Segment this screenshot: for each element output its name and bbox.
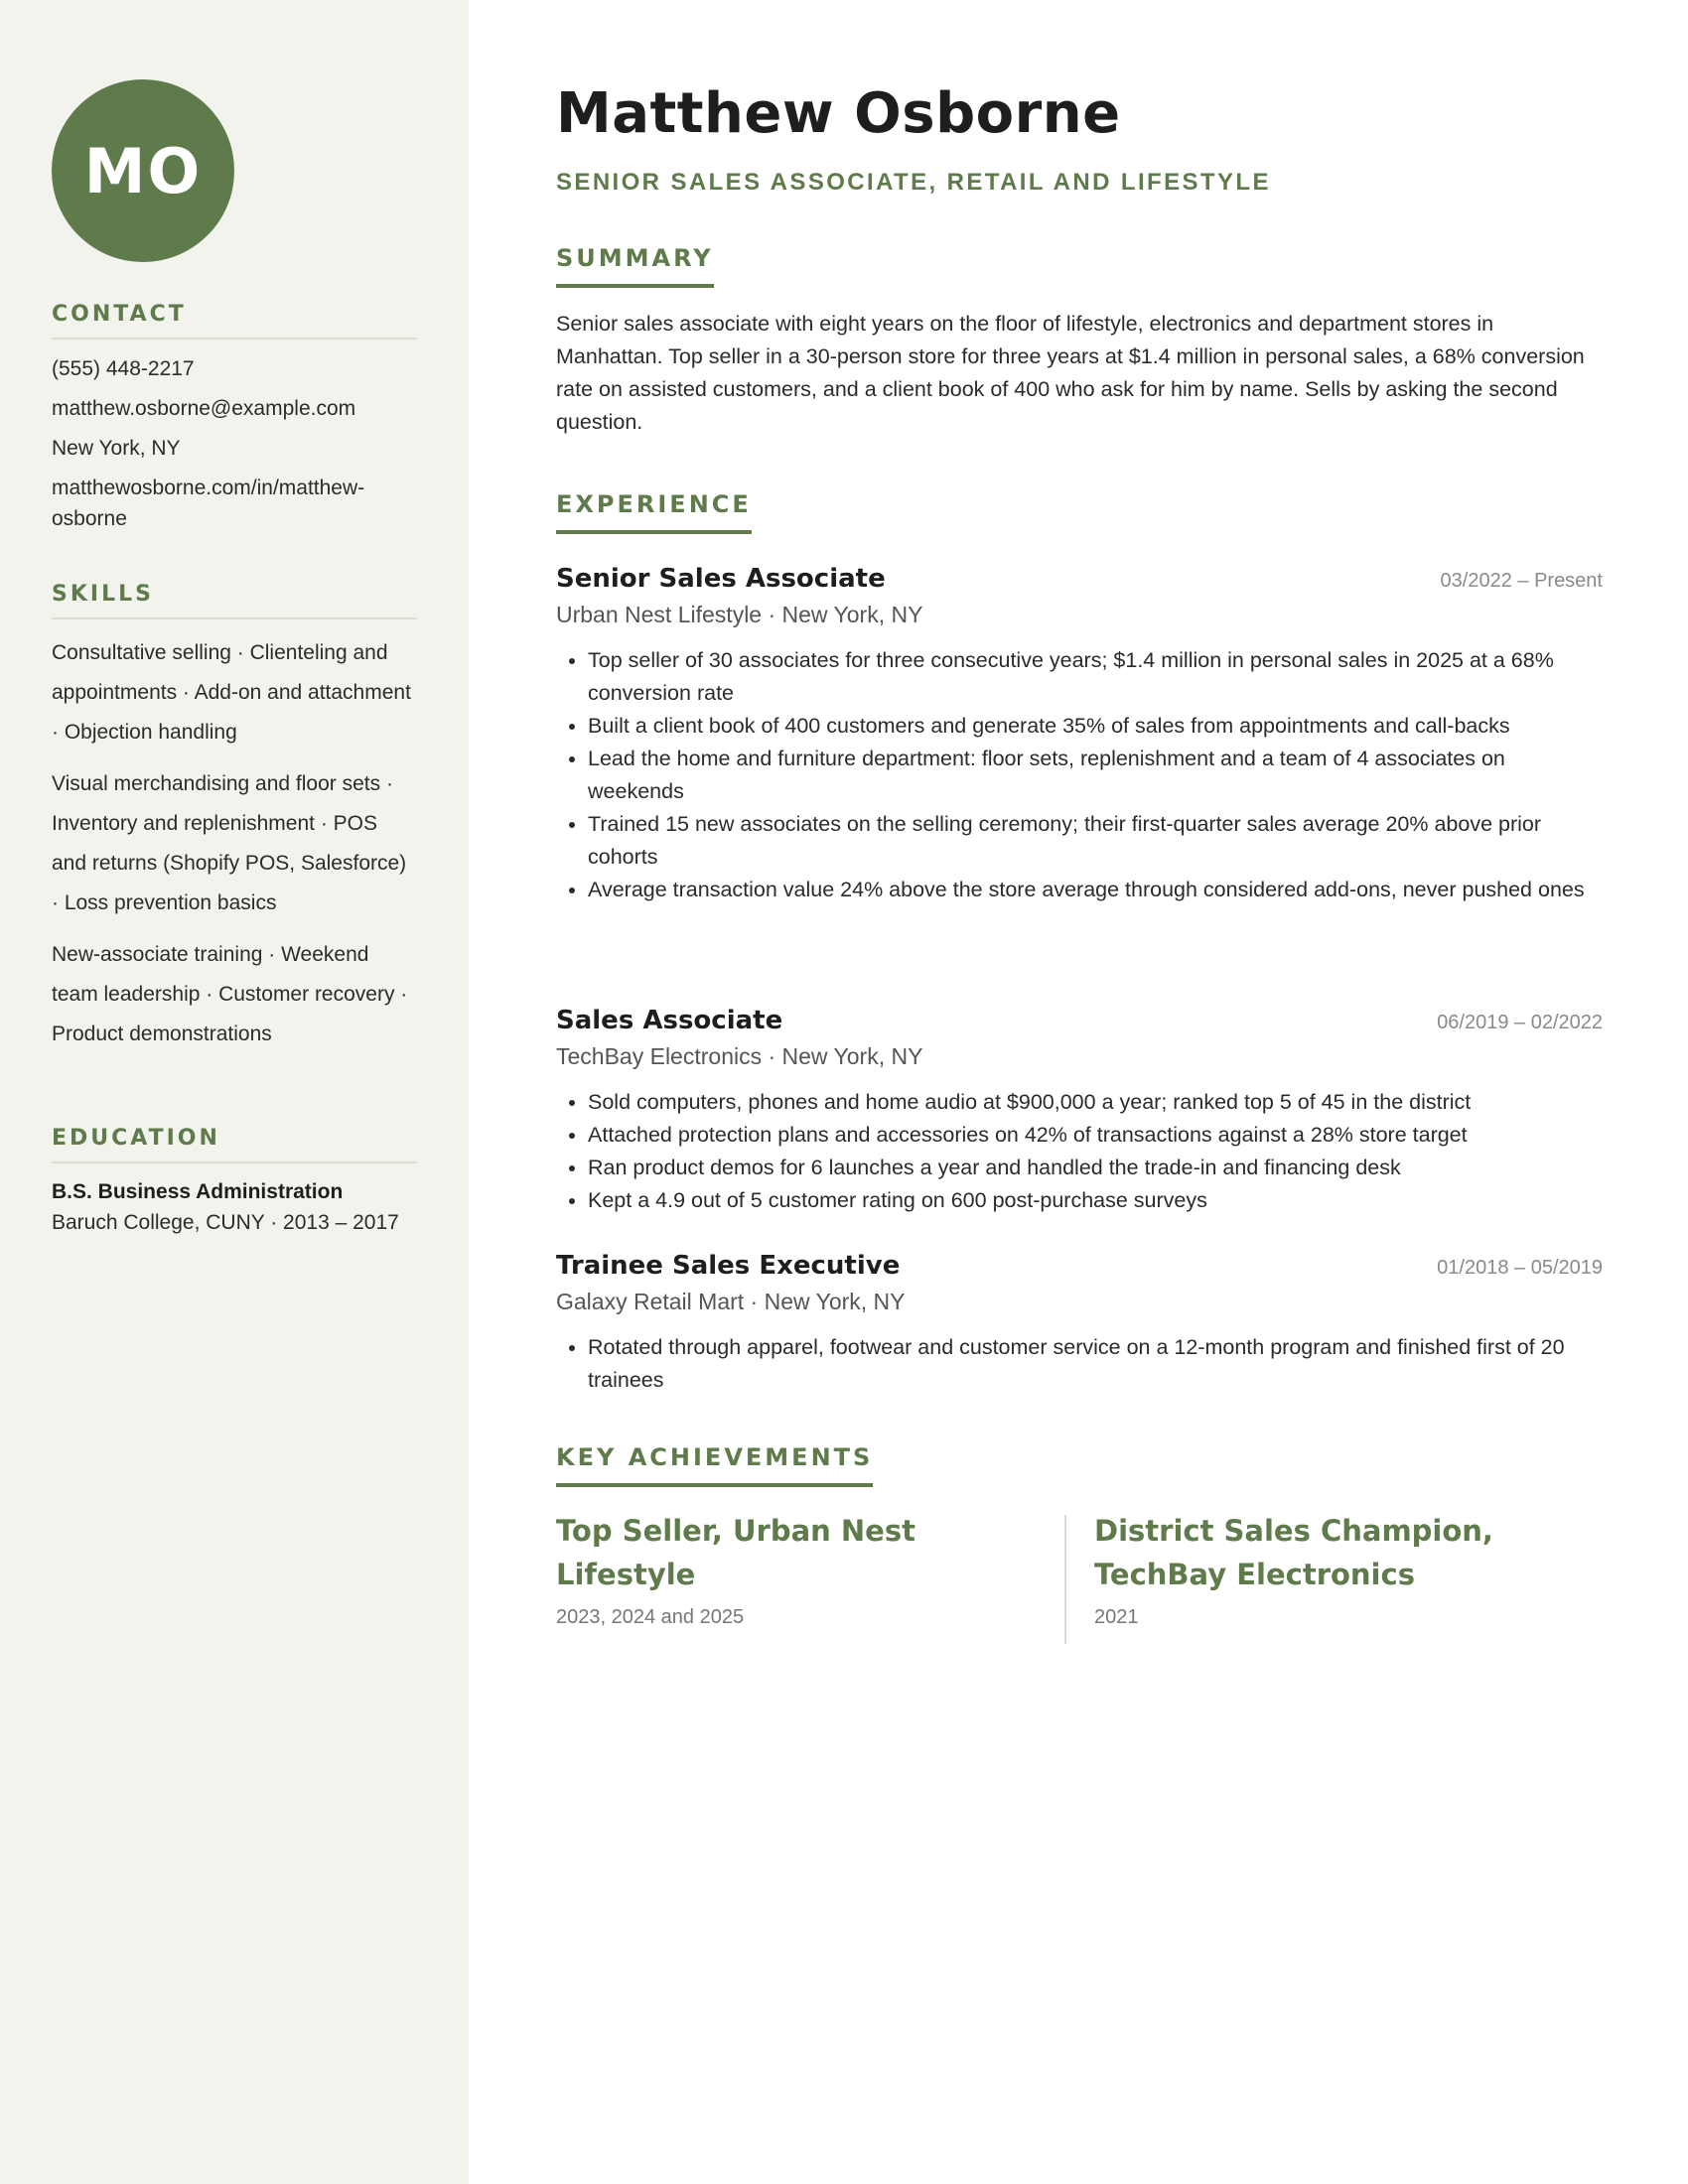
education-school: Baruch College, CUNY · 2013 – 2017 (52, 1211, 399, 1234)
summary-section (556, 244, 1603, 439)
contact-phone: (555) 448-2217 (52, 357, 195, 380)
job-bullets (556, 644, 1603, 906)
job-bullet: • Ran product demos for 6 launches a year and handled the trade-in and financing desk (588, 1152, 1603, 1184)
education-heading: EDUCATION (52, 1126, 417, 1163)
achievements-heading: KEY ACHIEVEMENTS (556, 1443, 873, 1487)
job-bullet: • Rotated through apparel, footwear and customer service on a 12-month program and finished first of 20 trainees (588, 1331, 1603, 1397)
job-company: Galaxy Retail Mart · New York, NY (556, 1289, 906, 1314)
monogram-avatar (52, 79, 234, 262)
achievement-card (1094, 1509, 1591, 1629)
contact-section (52, 302, 417, 543)
job-title: Sales Associate (556, 1006, 783, 1035)
skills-section (52, 582, 417, 1066)
job-company: Urban Nest Lifestyle · New York, NY (556, 602, 923, 627)
job-title: Senior Sales Associate (556, 564, 886, 594)
job-dates: 03/2022 – Present (1440, 570, 1603, 592)
job-entry (556, 1006, 1603, 1217)
contact-email[interactable]: matthew.osborne@example.com (52, 397, 356, 420)
achievements-section (556, 1443, 1603, 1487)
achievement-title: District Sales Champion, TechBay Electronics (1094, 1514, 1493, 1591)
summary-text: Senior sales associate with eight years on the floor of lifestyle, electronics and department stores in Manhattan. Top seller in a 30-person store for three years at $1.4 million in personal sales, a 68% conversion rate on assisted customers, and a client book of 400 who ask for him by name. Sells by asking the second question. (556, 312, 1585, 434)
job-entry (556, 1251, 1603, 1397)
job-bullet: • Trained 15 new associates on the selling ceremony; their first-quarter sales average 20% above prior cohorts (588, 808, 1603, 874)
monogram-initials: MO (83, 134, 203, 207)
job-bullets (556, 1331, 1603, 1397)
job-title: Trainee Sales Executive (556, 1251, 901, 1281)
achievement-divider (1064, 1515, 1066, 1644)
achievement-year: 2021 (1094, 1606, 1139, 1628)
contact-heading: CONTACT (52, 302, 417, 340)
summary-heading: SUMMARY (556, 244, 714, 288)
job-bullet: • Sold computers, phones and home audio at $900,000 a year; ranked top 5 of 45 in the district (588, 1086, 1603, 1119)
skills-group: Visual merchandising and floor sets · Inventory and replenishment · POS and returns (Shopify POS, Salesforce) · Loss prevention basics (52, 772, 407, 914)
sidebar (0, 0, 469, 2184)
experience-section (556, 490, 1603, 534)
education-degree: B.S. Business Administration (52, 1180, 344, 1203)
job-bullet: • Top seller of 30 associates for three consecutive years; $1.4 million in personal sales in 2025 at a 68% conversion rate (588, 644, 1603, 710)
job-bullet: • Lead the home and furniture department: floor sets, replenishment and a team of 4 associates on weekends (588, 743, 1603, 808)
job-bullet: • Average transaction value 24% above the store average through considered add-ons, never pushed ones (588, 874, 1603, 906)
job-dates: 06/2019 – 02/2022 (1437, 1012, 1603, 1033)
experience-heading: EXPERIENCE (556, 490, 752, 534)
contact-website[interactable]: matthewosborne.com/in/matthew-osborne (52, 477, 365, 530)
skills-heading: SKILLS (52, 582, 417, 619)
job-bullet: • Kept a 4.9 out of 5 customer rating on 600 post-purchase surveys (588, 1184, 1603, 1217)
candidate-name: Matthew Osborne (556, 81, 1121, 146)
job-bullet: • Built a client book of 400 customers and generate 35% of sales from appointments and call-backs (588, 710, 1603, 743)
job-bullet: • Attached protection plans and accessories on 42% of transactions against a 28% store target (588, 1119, 1603, 1152)
achievement-year: 2023, 2024 and 2025 (556, 1606, 745, 1628)
skills-group: New-associate training · Weekend team leadership · Customer recovery · Product demonstrations (52, 943, 408, 1045)
education-section (52, 1126, 417, 1239)
skills-group: Consultative selling · Clienteling and appointments · Add-on and attachment · Objection handling (52, 641, 411, 744)
candidate-title: SENIOR SALES ASSOCIATE, RETAIL AND LIFESTYLE (556, 169, 1271, 196)
job-company: TechBay Electronics · New York, NY (556, 1043, 923, 1069)
job-dates: 01/2018 – 05/2019 (1437, 1257, 1603, 1279)
achievement-title: Top Seller, Urban Nest Lifestyle (556, 1514, 915, 1591)
job-bullets (556, 1086, 1603, 1217)
job-entry (556, 564, 1603, 906)
achievement-card (556, 1509, 1053, 1629)
contact-location: New York, NY (52, 437, 181, 460)
